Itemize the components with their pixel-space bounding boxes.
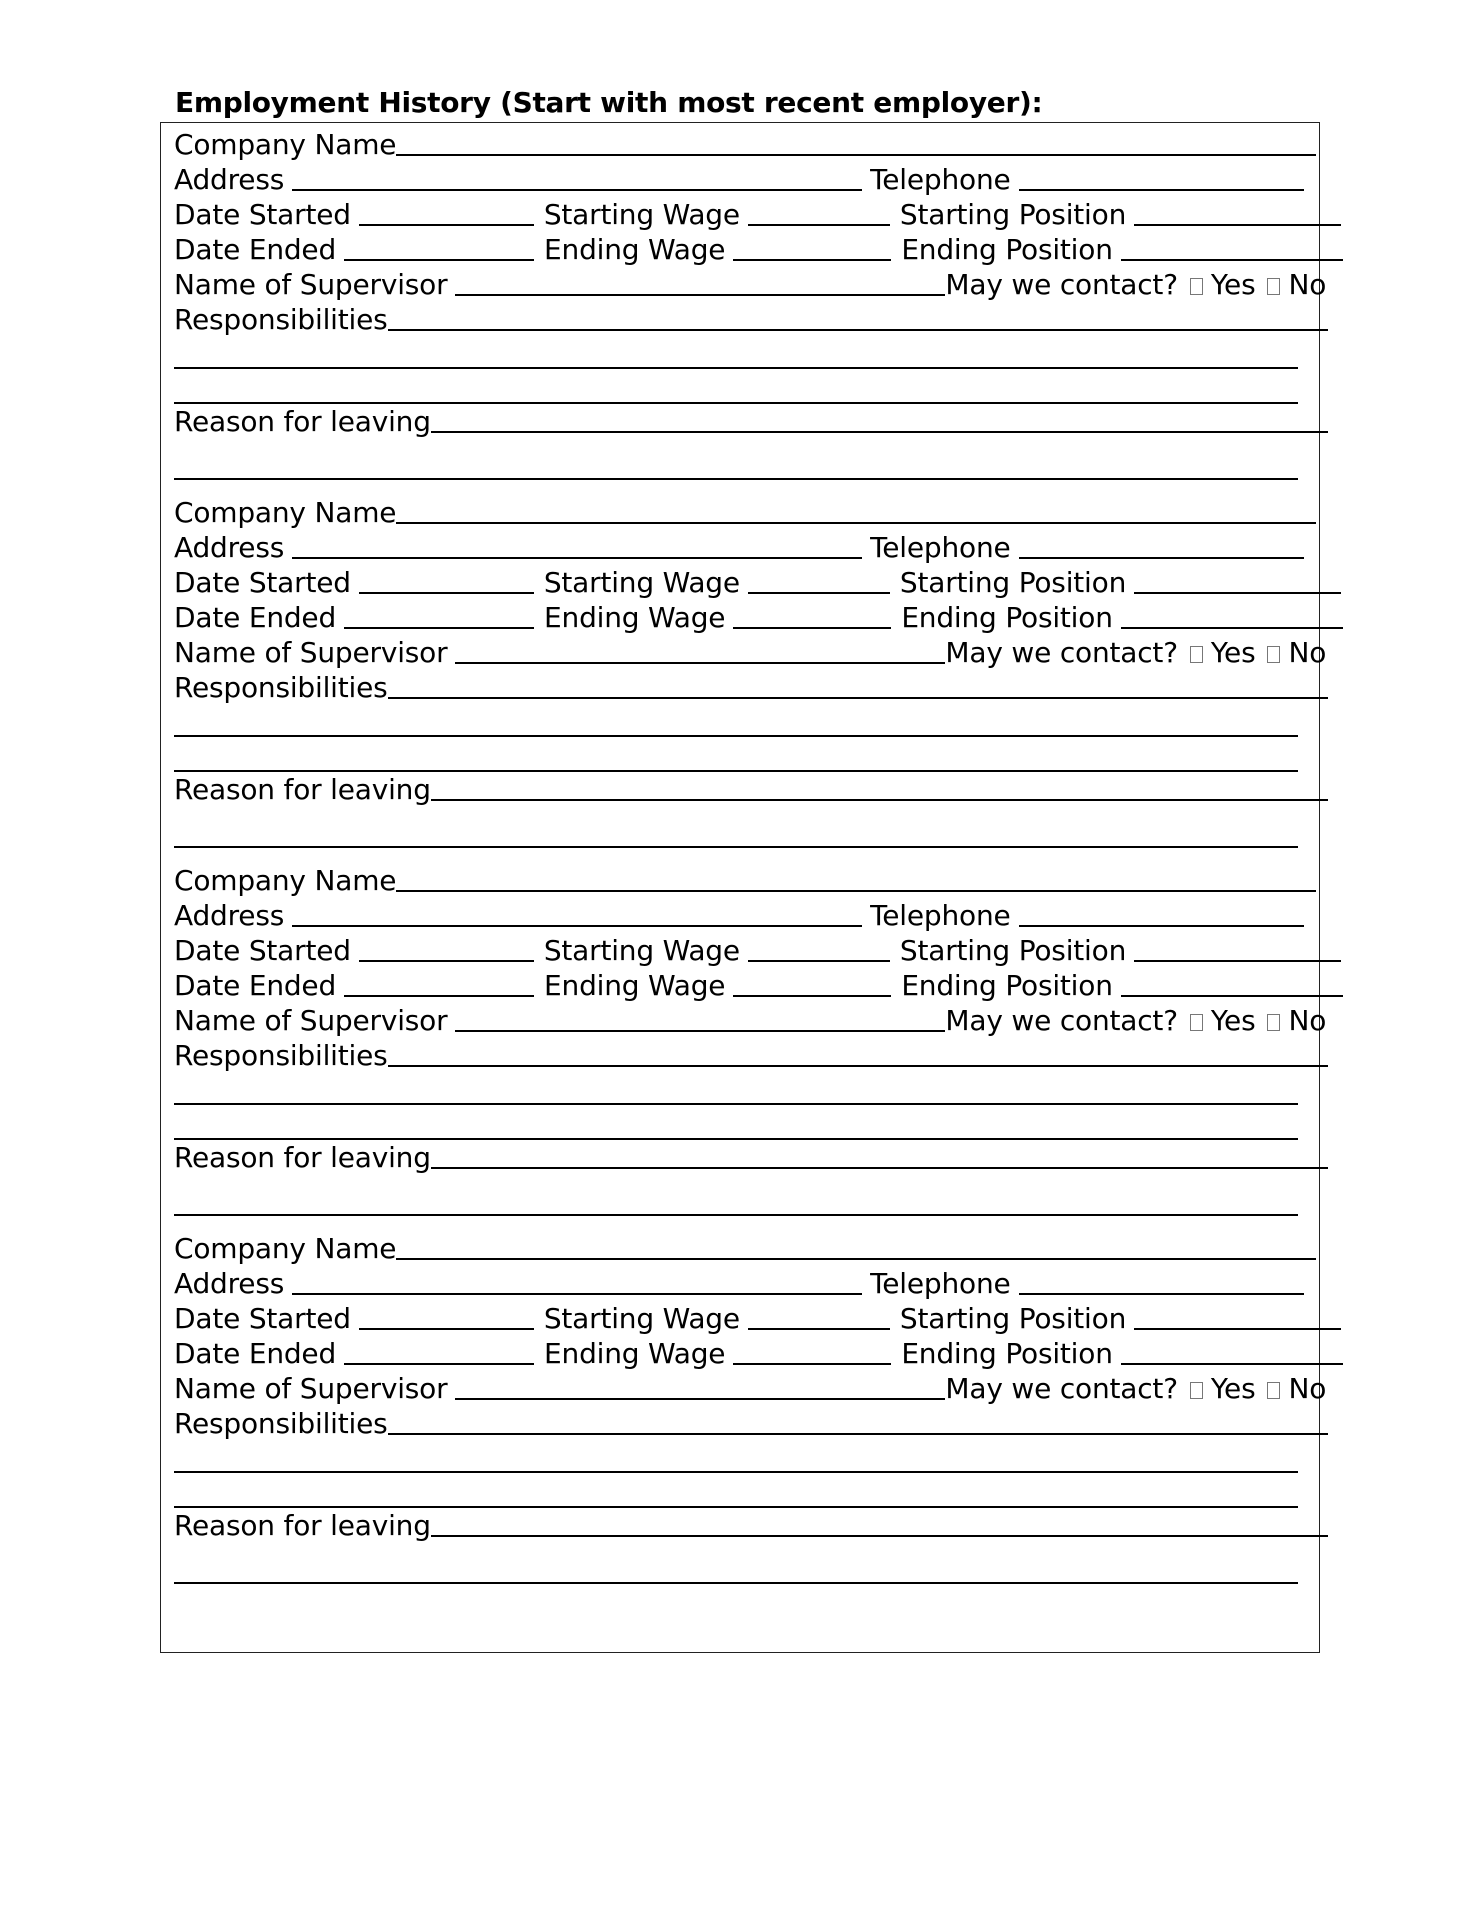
contact-no-checkbox[interactable] [1267, 1382, 1280, 1399]
contact-no-label: No [1288, 1004, 1327, 1037]
ending-wage-label: Ending Wage [544, 1337, 726, 1370]
ending-wage-label: Ending Wage [544, 233, 726, 266]
starting-wage-label: Starting Wage [543, 566, 740, 599]
starting-position-field[interactable] [1134, 566, 1341, 594]
company-name-row [174, 493, 1316, 528]
date-started-field[interactable] [359, 566, 534, 594]
ending-position-field[interactable] [1121, 1337, 1343, 1365]
ending-position-field[interactable] [1121, 233, 1343, 261]
company-name-row [174, 1229, 1316, 1264]
company-name-label: Company Name [174, 128, 397, 161]
responsibilities-line-2[interactable] [174, 735, 1298, 737]
reason-row [174, 1138, 1328, 1173]
responsibilities-label: Responsibilities [174, 1039, 388, 1072]
date-started-field[interactable] [359, 1302, 534, 1330]
starting-wage-label: Starting Wage [543, 934, 740, 967]
responsibilities-row [174, 1036, 1328, 1071]
company-name-label: Company Name [174, 496, 397, 529]
telephone-field[interactable] [1019, 163, 1304, 191]
contact-no-checkbox[interactable] [1267, 1014, 1280, 1031]
starting-position-label: Starting Position [899, 198, 1127, 231]
responsibilities-row [174, 1404, 1328, 1439]
supervisor-row [174, 633, 1326, 668]
contact-yes-label: Yes [1210, 636, 1256, 669]
reason-for-leaving-label: Reason for leaving [174, 405, 431, 438]
address-label: Address [174, 163, 285, 196]
supervisor-field[interactable] [455, 1372, 945, 1400]
ending-wage-label: Ending Wage [544, 969, 726, 1002]
date-ended-field[interactable] [344, 233, 534, 261]
contact-yes-checkbox[interactable] [1190, 1382, 1203, 1399]
reason-for-leaving-label: Reason for leaving [174, 1509, 431, 1542]
supervisor-field[interactable] [455, 268, 945, 296]
responsibilities-label: Responsibilities [174, 1407, 388, 1440]
responsibilities-field[interactable] [388, 303, 1328, 331]
ending-wage-field[interactable] [733, 601, 891, 629]
address-field[interactable] [292, 899, 862, 927]
company-name-field[interactable] [396, 496, 1316, 524]
reason-row [174, 770, 1328, 805]
starting-wage-field[interactable] [748, 566, 890, 594]
contact-yes-checkbox[interactable] [1190, 646, 1203, 663]
may-we-contact-label: May we contact? [945, 1004, 1178, 1037]
contact-yes-label: Yes [1210, 1004, 1256, 1037]
telephone-field[interactable] [1019, 1267, 1304, 1295]
reason-line-2[interactable] [174, 1214, 1298, 1216]
reason-line-2[interactable] [174, 1582, 1298, 1584]
date-started-label: Date Started [174, 934, 351, 967]
address-label: Address [174, 1267, 285, 1300]
responsibilities-row [174, 668, 1328, 703]
supervisor-label: Name of Supervisor [174, 268, 448, 301]
contact-no-label: No [1288, 268, 1327, 301]
start-row [174, 1299, 1341, 1334]
address-field[interactable] [292, 531, 862, 559]
date-ended-label: Date Ended [174, 233, 337, 266]
reason-line-2[interactable] [174, 846, 1298, 848]
page-title: Employment History (Start with most recent employer): [175, 86, 1043, 119]
responsibilities-row [174, 300, 1328, 335]
telephone-label: Telephone [870, 163, 1011, 196]
supervisor-field[interactable] [455, 1004, 945, 1032]
contact-no-label: No [1288, 1372, 1327, 1405]
date-started-label: Date Started [174, 198, 351, 231]
starting-position-field[interactable] [1134, 1302, 1341, 1330]
company-name-field[interactable] [396, 128, 1316, 156]
starting-position-label: Starting Position [899, 934, 1127, 967]
contact-no-checkbox[interactable] [1267, 646, 1280, 663]
date-ended-label: Date Ended [174, 601, 337, 634]
date-started-label: Date Started [174, 566, 351, 599]
reason-for-leaving-label: Reason for leaving [174, 1141, 431, 1174]
address-field[interactable] [292, 163, 862, 191]
address-row [174, 528, 1304, 563]
telephone-label: Telephone [870, 899, 1011, 932]
starting-wage-field[interactable] [748, 934, 890, 962]
reason-row [174, 1506, 1328, 1541]
starting-wage-label: Starting Wage [543, 1302, 740, 1335]
ending-position-label: Ending Position [901, 233, 1113, 266]
supervisor-row [174, 1369, 1326, 1404]
supervisor-label: Name of Supervisor [174, 1372, 448, 1405]
address-row [174, 160, 1304, 195]
company-name-field[interactable] [396, 864, 1316, 892]
contact-yes-label: Yes [1210, 268, 1256, 301]
end-row [174, 598, 1343, 633]
starting-wage-field[interactable] [748, 1302, 890, 1330]
date-started-field[interactable] [359, 934, 534, 962]
ending-position-label: Ending Position [901, 1337, 1113, 1370]
end-row [174, 966, 1343, 1001]
company-name-row [174, 125, 1316, 160]
ending-position-field[interactable] [1121, 969, 1343, 997]
supervisor-field[interactable] [455, 636, 945, 664]
start-row [174, 931, 1341, 966]
contact-yes-checkbox[interactable] [1190, 278, 1203, 295]
company-name-label: Company Name [174, 864, 397, 897]
ending-wage-label: Ending Wage [544, 601, 726, 634]
reason-for-leaving-field[interactable] [431, 1509, 1328, 1537]
company-name-label: Company Name [174, 1232, 397, 1265]
address-row [174, 1264, 1304, 1299]
date-started-label: Date Started [174, 1302, 351, 1335]
telephone-field[interactable] [1019, 531, 1304, 559]
responsibilities-label: Responsibilities [174, 671, 388, 704]
supervisor-label: Name of Supervisor [174, 636, 448, 669]
telephone-field[interactable] [1019, 899, 1304, 927]
date-ended-field[interactable] [344, 1337, 534, 1365]
supervisor-row [174, 1001, 1326, 1036]
starting-position-label: Starting Position [899, 1302, 1127, 1335]
contact-no-label: No [1288, 636, 1327, 669]
date-ended-label: Date Ended [174, 969, 337, 1002]
address-row [174, 896, 1304, 931]
reason-for-leaving-field[interactable] [431, 1141, 1328, 1169]
ending-wage-field[interactable] [733, 969, 891, 997]
reason-row [174, 402, 1328, 437]
ending-position-label: Ending Position [901, 969, 1113, 1002]
starting-position-field[interactable] [1134, 198, 1341, 226]
date-ended-field[interactable] [344, 601, 534, 629]
start-row [174, 563, 1341, 598]
address-field[interactable] [292, 1267, 862, 1295]
reason-line-2[interactable] [174, 478, 1298, 480]
contact-yes-label: Yes [1210, 1372, 1256, 1405]
start-row [174, 195, 1341, 230]
starting-wage-label: Starting Wage [543, 198, 740, 231]
starting-position-field[interactable] [1134, 934, 1341, 962]
date-started-field[interactable] [359, 198, 534, 226]
contact-yes-checkbox[interactable] [1190, 1014, 1203, 1031]
address-label: Address [174, 531, 285, 564]
ending-wage-field[interactable] [733, 1337, 891, 1365]
starting-wage-field[interactable] [748, 198, 890, 226]
reason-for-leaving-field[interactable] [431, 773, 1328, 801]
ending-wage-field[interactable] [733, 233, 891, 261]
end-row [174, 1334, 1343, 1369]
date-ended-label: Date Ended [174, 1337, 337, 1370]
supervisor-row [174, 265, 1326, 300]
may-we-contact-label: May we contact? [945, 636, 1178, 669]
reason-for-leaving-label: Reason for leaving [174, 773, 431, 806]
supervisor-label: Name of Supervisor [174, 1004, 448, 1037]
date-ended-field[interactable] [344, 969, 534, 997]
reason-for-leaving-field[interactable] [431, 405, 1328, 433]
starting-position-label: Starting Position [899, 566, 1127, 599]
responsibilities-field[interactable] [388, 1039, 1328, 1067]
end-row [174, 230, 1343, 265]
responsibilities-label: Responsibilities [174, 303, 388, 336]
responsibilities-line-2[interactable] [174, 367, 1298, 369]
company-name-field[interactable] [396, 1232, 1316, 1260]
ending-position-field[interactable] [1121, 601, 1343, 629]
responsibilities-line-2[interactable] [174, 1103, 1298, 1105]
may-we-contact-label: May we contact? [945, 1372, 1178, 1405]
address-label: Address [174, 899, 285, 932]
may-we-contact-label: May we contact? [945, 268, 1178, 301]
telephone-label: Telephone [870, 1267, 1011, 1300]
responsibilities-field[interactable] [388, 671, 1328, 699]
ending-position-label: Ending Position [901, 601, 1113, 634]
company-name-row [174, 861, 1316, 896]
telephone-label: Telephone [870, 531, 1011, 564]
contact-no-checkbox[interactable] [1267, 278, 1280, 295]
responsibilities-field[interactable] [388, 1407, 1328, 1435]
responsibilities-line-2[interactable] [174, 1471, 1298, 1473]
